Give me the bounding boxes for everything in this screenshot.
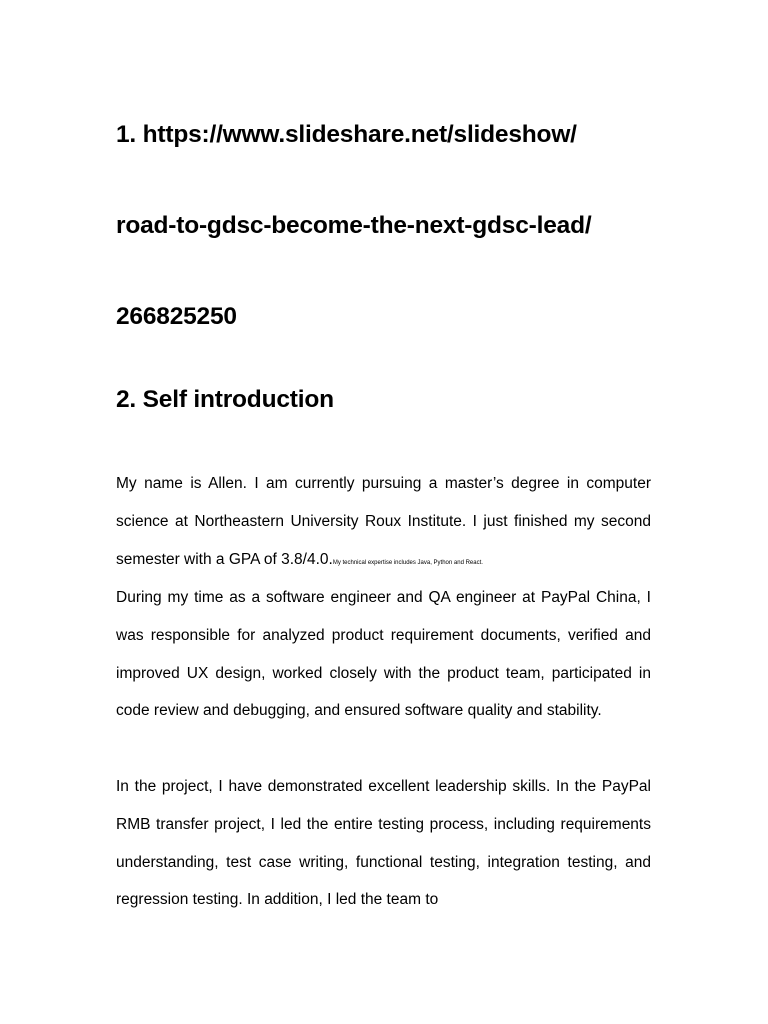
section-heading-self-introduction: 2. Self introduction — [116, 386, 334, 413]
paragraph-intro — [116, 465, 651, 578]
paragraph-leadership: In the project, I have demonstrated excellent leadership skills. In the PayPal RMB transfer project, I led the entire testing process, including requirements understanding, test case writing, functional testing, integration testing, and regression testing. In addition, I led the team to — [116, 778, 651, 909]
paragraph-intro-small-note: My technical expertise includes Java, Python and React. — [332, 559, 483, 566]
paragraph-intro-text: My name is Allen. I am currently pursuing a master’s degree in computer science at Northeastern University Roux Institute. I just finished my second semester with a GPA of 3.8/4.0. — [116, 475, 651, 568]
heading-url-line-3: 266825250 — [116, 303, 237, 330]
paragraph-paypal-experience: During my time as a software engineer and QA engineer at PayPal China, I was responsible for analyzed product requirement documents, verified and improved UX design, worked closely with the product team, participated in code review and debugging, and ensured software quality and stability. — [116, 589, 651, 720]
heading-url-line-1: 1. https://www.slideshare.net/slideshow/ — [116, 121, 577, 148]
heading-url-line-2: road-to-gdsc-become-the-next-gdsc-lead/ — [116, 212, 592, 239]
